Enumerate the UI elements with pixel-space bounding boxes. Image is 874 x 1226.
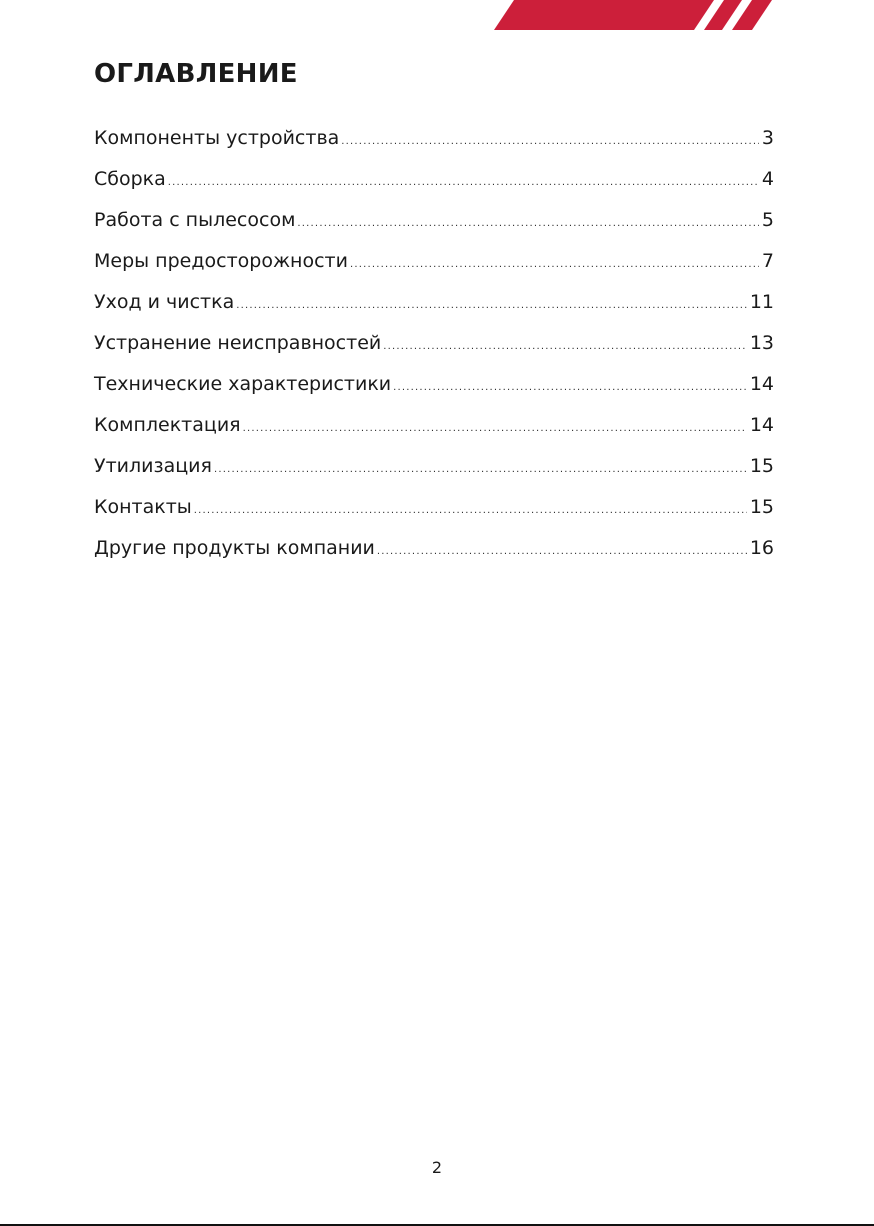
page-title: ОГЛАВЛЕНИЕ <box>94 59 298 89</box>
toc-item-title: Меры предосторожности <box>94 250 348 272</box>
corner-stripe-wide <box>494 0 714 30</box>
toc-item[interactable] <box>94 405 774 446</box>
toc-item-page: 16 <box>749 537 774 559</box>
toc-item[interactable] <box>94 364 774 405</box>
toc-item-title: Комплектация <box>94 414 241 436</box>
toc-item[interactable] <box>94 241 774 282</box>
toc-leader-dots <box>194 506 747 516</box>
toc-item[interactable] <box>94 159 774 200</box>
toc-leader-dots <box>214 465 747 475</box>
toc-item[interactable] <box>94 446 774 487</box>
page-number: 2 <box>431 1158 443 1177</box>
toc-leader-dots <box>168 178 759 188</box>
toc-leader-dots <box>297 219 758 229</box>
toc-item-page: 15 <box>749 455 774 477</box>
toc-item-page: 7 <box>761 250 774 272</box>
toc-item-title: Устранение неисправностей <box>94 332 382 354</box>
toc-item-title: Уход и чистка <box>94 291 235 313</box>
toc-item[interactable] <box>94 323 774 364</box>
toc-item-page: 5 <box>761 209 774 231</box>
toc-leader-dots <box>393 383 747 393</box>
toc-item-page: 11 <box>749 291 774 313</box>
toc-item-page: 14 <box>749 414 774 436</box>
toc-item[interactable] <box>94 487 774 528</box>
toc-item-page: 15 <box>749 496 774 518</box>
toc-item-title: Компоненты устройства <box>94 127 340 149</box>
toc-item-page: 3 <box>761 127 774 149</box>
toc-leader-dots <box>243 424 747 434</box>
toc-item[interactable] <box>94 118 774 159</box>
toc-leader-dots <box>236 301 747 311</box>
toc-leader-dots <box>383 342 747 352</box>
toc-item-title: Контакты <box>94 496 192 518</box>
toc-item-title: Технические характеристики <box>94 373 392 395</box>
toc-item-title: Работа с пылесосом <box>94 209 296 231</box>
toc-item-page: 14 <box>749 373 774 395</box>
table-of-contents <box>94 118 774 569</box>
toc-leader-dots <box>341 137 759 147</box>
toc-item-page: 13 <box>749 332 774 354</box>
toc-item[interactable] <box>94 282 774 323</box>
toc-item[interactable] <box>94 528 774 569</box>
toc-item-title: Другие продукты компании <box>94 537 375 559</box>
toc-leader-dots <box>377 547 747 557</box>
toc-item-page: 4 <box>761 168 774 190</box>
toc-item[interactable] <box>94 200 774 241</box>
toc-leader-dots <box>350 260 759 270</box>
toc-item-title: Утилизация <box>94 455 212 477</box>
corner-stripes-decoration <box>490 0 780 30</box>
toc-item-title: Сборка <box>94 168 166 190</box>
